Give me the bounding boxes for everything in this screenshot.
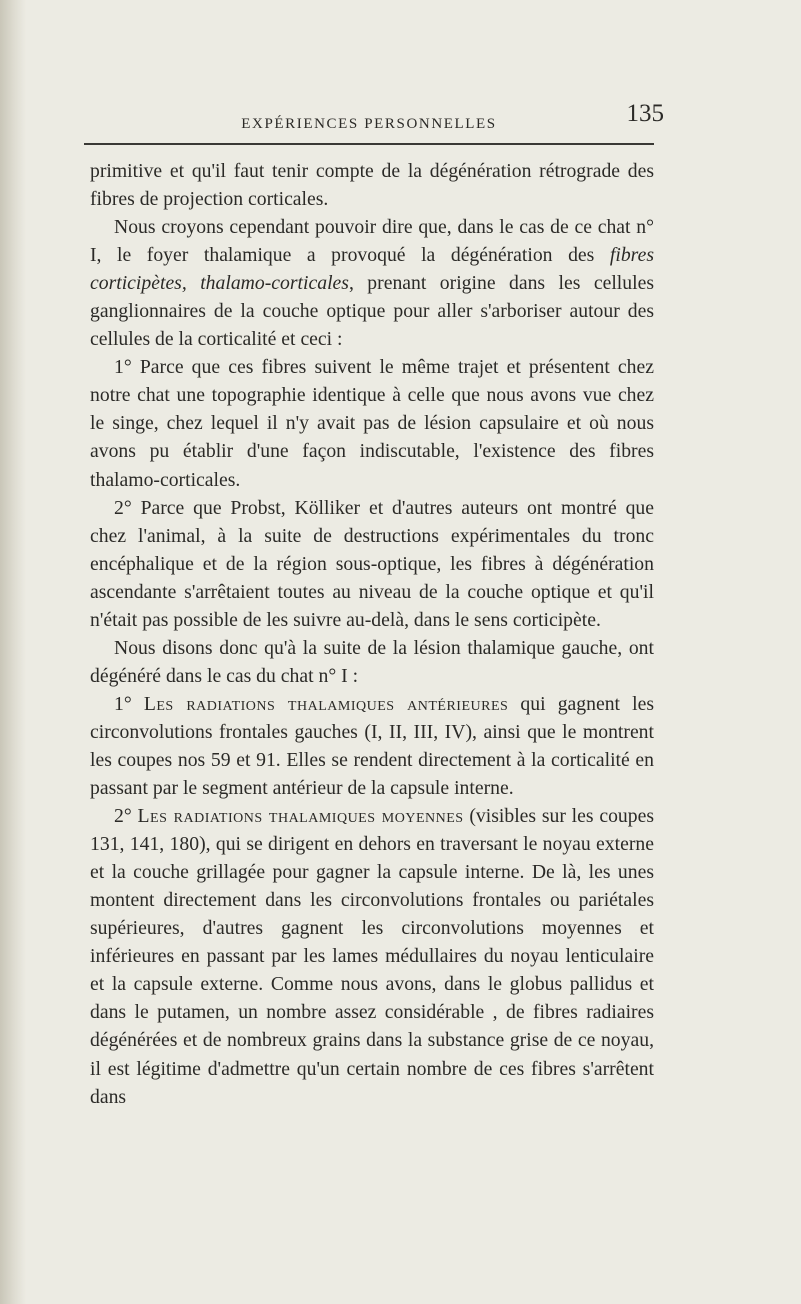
body-text: [90, 157, 654, 1111]
paragraph-text: qui gagnent les circonvolutions frontales gauches (I, II, III, IV), ainsi que le montrent les coupes nos 59 et 91. Elles se rendent directement à la corticalité en passant par le segment antérieur de la capsule interne.: [90, 692, 654, 800]
small-caps-heading: Les radiations thalamiques antérieures: [143, 692, 509, 715]
running-head: EXPÉRIENCES PERSONNELLES: [241, 116, 497, 132]
page-edge-shadow: [0, 0, 26, 1304]
page-header: [84, 100, 664, 146]
italic-term: fibres corticipètes, thalamo-corticales: [90, 244, 654, 295]
header-rule: [84, 143, 654, 145]
paragraph-conclusion: Nous disons donc qu'à la suite de la lésion thalamique gauche, ont dégénéré dans le cas du chat n° I :: [90, 636, 654, 687]
item-number: 2°: [114, 805, 132, 828]
item-number: 1°: [114, 692, 132, 715]
small-caps-heading: Les radiations thalamiques moyennes: [137, 805, 464, 828]
paragraph-continuation: primitive et qu'il faut tenir compte de la dégénération rétrograde des fibres de projection corticales.: [90, 160, 654, 211]
paragraph-reason-2: 2° Parce que Probst, Kölliker et d'autres auteurs ont montré que chez l'animal, à la suite de destructions expérimentales du tronc encéphalique et de la région sous-optique, les fibres à dégénération ascendante s'arrêtaient toutes au niveau de la couche optique et qu'il n'était pas possible de les suivre au-delà, dans le sens corticipète.: [90, 496, 654, 631]
paragraph-anterior-radiations: [90, 690, 654, 802]
page-number: 135: [626, 100, 664, 127]
paragraph-text: , prenant origine dans les cellules ganglionnaires de la couche optique pour aller s'arboriser autour des cellules de la corticalité et ceci :: [90, 272, 654, 351]
paragraph-text: (visibles sur les coupes 131, 141, 180), qui se dirigent en dehors en traversant le noyau externe et la couche grillagée pour gagner la capsule interne. De là, les unes montent directement dans les circonvolutions frontales ou pariétales supérieures, d'autres gagnent les circonvolutions moyennes et inférieures en passant par les lames médullaires du noyau lenticulaire et la capsule externe. Comme nous avons, dans le globus pallidus et dans le putamen, un nombre assez considérable , de fibres radiaires dégénérées et de nombreux grains dans la substance grise de ce noyau, il est légitime d'admettre qu'un certain nombre de ces fibres s'arrêtent dans: [90, 805, 654, 1108]
paragraph-hypothesis: [90, 213, 654, 353]
paragraph-reason-1: 1° Parce que ces fibres suivent le même trajet et présentent chez notre chat une topographie identique à celle que nous avons vue chez le singe, chez lequel il n'y avait pas de lésion capsulaire et où nous avons pu établir d'une façon indiscutable, l'existence des fibres thalamo-corticales.: [90, 356, 654, 491]
paragraph-text: Nous croyons cependant pouvoir dire que, dans le cas de ce chat n° I, le foyer thalamique a provoqué la dégénération des: [90, 216, 654, 267]
paragraph-middle-radiations: [90, 802, 654, 1111]
